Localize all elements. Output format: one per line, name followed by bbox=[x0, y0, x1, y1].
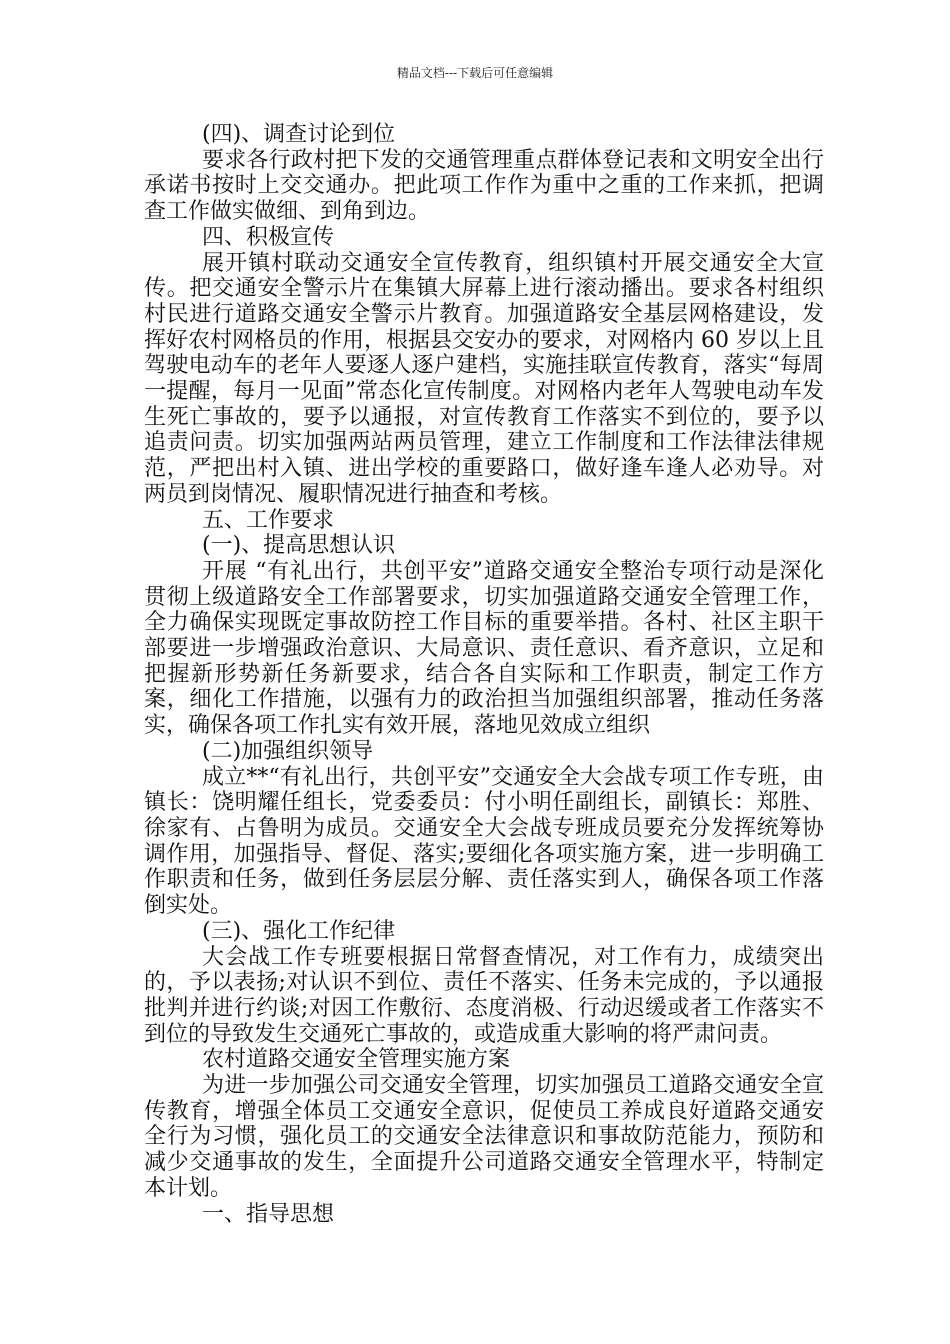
paragraph: 要求各行政村把下发的交通管理重点群体登记表和文明安全出行承诺书按时上交交通办。把此项工作作为重中之重的工作来抓，把调查工作做实做细、到角到边。 bbox=[144, 147, 824, 225]
document-title: 农村道路交通安全管理实施方案 bbox=[202, 1047, 511, 1073]
section-heading: (一)、提高思想认识 bbox=[202, 533, 396, 559]
paragraph: 大会战工作专班要根据日常督查情况，对工作有力，成绩突出的，予以表扬;对认识不到位、责任不落实、任务未完成的，予以通报批判并进行约谈;对因工作敷衍、态度消极、行动迟缓或者工作落实不到位的导致发生交通死亡事故的，或造成重大影响的将严肃问责。 bbox=[144, 944, 824, 1047]
paragraph: 成立**“有礼出行，共创平安”交通安全大会战专项工作专班，由镇长：饶明耀任组长，党委委员：付小明任副组长，副镇长：郑胜、徐家有、占鲁明为成员。交通安全大会战专班成员要充分发挥统筹协调作用，加强指导、督促、落实;要细化各项实施方案，进一步明确工作职责和任务，做到任务层层分解、责任落实到人，确保各项工作落倒实处。 bbox=[144, 764, 824, 919]
paragraph: 为进一步加强公司交通安全管理，切实加强员工道路交通安全宣传教育，增强全体员工交通安全意识，促使员工养成良好道路交通安全行为习惯，强化员工的交通安全法律意识和事故防范能力，预防和减少交通事故的发生，全面提升公司道路交通安全管理水平，特制定本计划。 bbox=[144, 1073, 824, 1201]
section-heading: 五、工作要求 bbox=[202, 507, 335, 533]
section-heading: 一、指导思想 bbox=[202, 1201, 335, 1227]
section-heading: (三)、强化工作纪律 bbox=[202, 918, 396, 944]
document-body bbox=[144, 122, 824, 1227]
section-heading: (二)加强组织领导 bbox=[202, 738, 374, 764]
paragraph: 展开镇村联动交通安全宣传教育，组织镇村开展交通安全大宣传。把交通安全警示片在集镇大屏幕上进行滚动播出。要求各村组织村民进行道路交通安全警示片教育。加强道路安全基层网格建设，发挥好农村网格员的作用，根据县交安办的要求，对网格内 60 岁以上且驾驶电动车的老年人要逐人逐户建档，实施挂联宣传教育，落实“每周一提醒，每月一见面”常态化宣传制度。对网格内老年人驾驶电动车发生死亡事故的，要予以通报，对宣传教育工作落实不到位的，要予以追责问责。切实加强两站两员管理，建立工作制度和工作法律法律规范，严把出村入镇、进出学校的重要路口，做好逢车逢人必劝导。对两员到岗情况、履职情况进行抽查和考核。 bbox=[144, 250, 824, 507]
paragraph: 开展 “有礼出行，共创平安”道路交通安全整治专项行动是深化贯彻上级道路安全工作部署要求，切实加强道路交通安全管理工作，全力确保实现既定事故防控工作目标的重要举措。各村、社区主职干部要进一步增强政治意识、大局意识、责任意识、看齐意识，立足和把握新形势新任务新要求，结合各自实际和工作职责，制定工作方案，细化工作措施，以强有力的政治担当加强组织部署，推动任务落实，确保各项工作扎实有效开展，落地见效成立组织 bbox=[144, 558, 824, 739]
section-heading: (四)、调查讨论到位 bbox=[202, 122, 396, 147]
page-header: 精品文档---下载后可任意编辑 bbox=[396, 66, 554, 80]
section-heading: 四、积极宣传 bbox=[202, 224, 335, 250]
